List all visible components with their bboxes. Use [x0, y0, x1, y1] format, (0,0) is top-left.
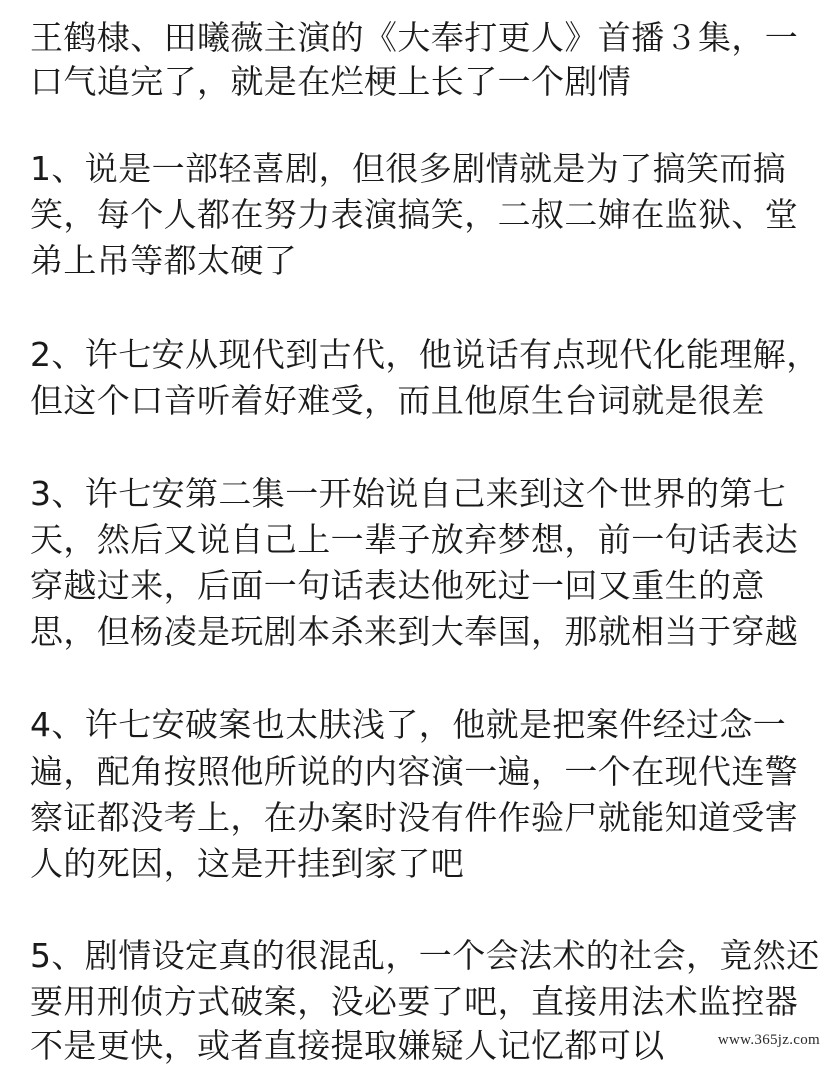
point-1-line: 弟上吊等都太硬了	[30, 241, 298, 280]
point-3-line: 3、许七安第二集一开始说自己来到这个世界的第七	[30, 474, 787, 513]
intro-line: 口气追完了，就是在烂梗上长了一个剧情	[30, 62, 632, 101]
point-3-line: 天，然后又说自己上一辈子放弃梦想，前一句话表达	[30, 520, 799, 559]
point-5-line: 5、剧情设定真的很混乱，一个会法术的社会，竟然还	[30, 936, 820, 975]
point-1-line: 笑，每个人都在努力表演搞笑，二叔二婶在监狱、堂	[30, 195, 799, 234]
point-5-line: 不是更快，或者直接提取嫌疑人记忆都可以	[30, 1026, 665, 1065]
site-watermark: www.365jz.com	[717, 1032, 820, 1048]
point-5-line: 要用刑侦方式破案，没必要了吧，直接用法术监控器	[30, 982, 799, 1021]
point-3-line: 穿越过来，后面一句话表达他死过一回又重生的意	[30, 566, 765, 605]
point-2-line: 2、许七安从现代到古代，他说话有点现代化能理解，	[30, 335, 820, 374]
point-1-line: 1、说是一部轻喜剧，但很多剧情就是为了搞笑而搞	[30, 149, 787, 188]
point-2-line: 但这个口音听着好难受，而且他原生台词就是很差	[30, 381, 765, 420]
point-4-line: 察证都没考上，在办案时没有件作验尸就能知道受害	[30, 798, 799, 837]
point-3-line: 思，但杨凌是玩剧本杀来到大奉国，那就相当于穿越	[30, 612, 799, 651]
point-4-line: 遍，配角按照他所说的内容演一遍，一个在现代连警	[30, 752, 799, 791]
point-4-line: 人的死因，这是开挂到家了吧	[30, 844, 465, 883]
point-4-line: 4、许七安破案也太肤浅了，他就是把案件经过念一	[30, 705, 787, 744]
intro-line: 王鹤棣、田曦薇主演的《大奉打更人》首播３集，一	[30, 18, 799, 57]
